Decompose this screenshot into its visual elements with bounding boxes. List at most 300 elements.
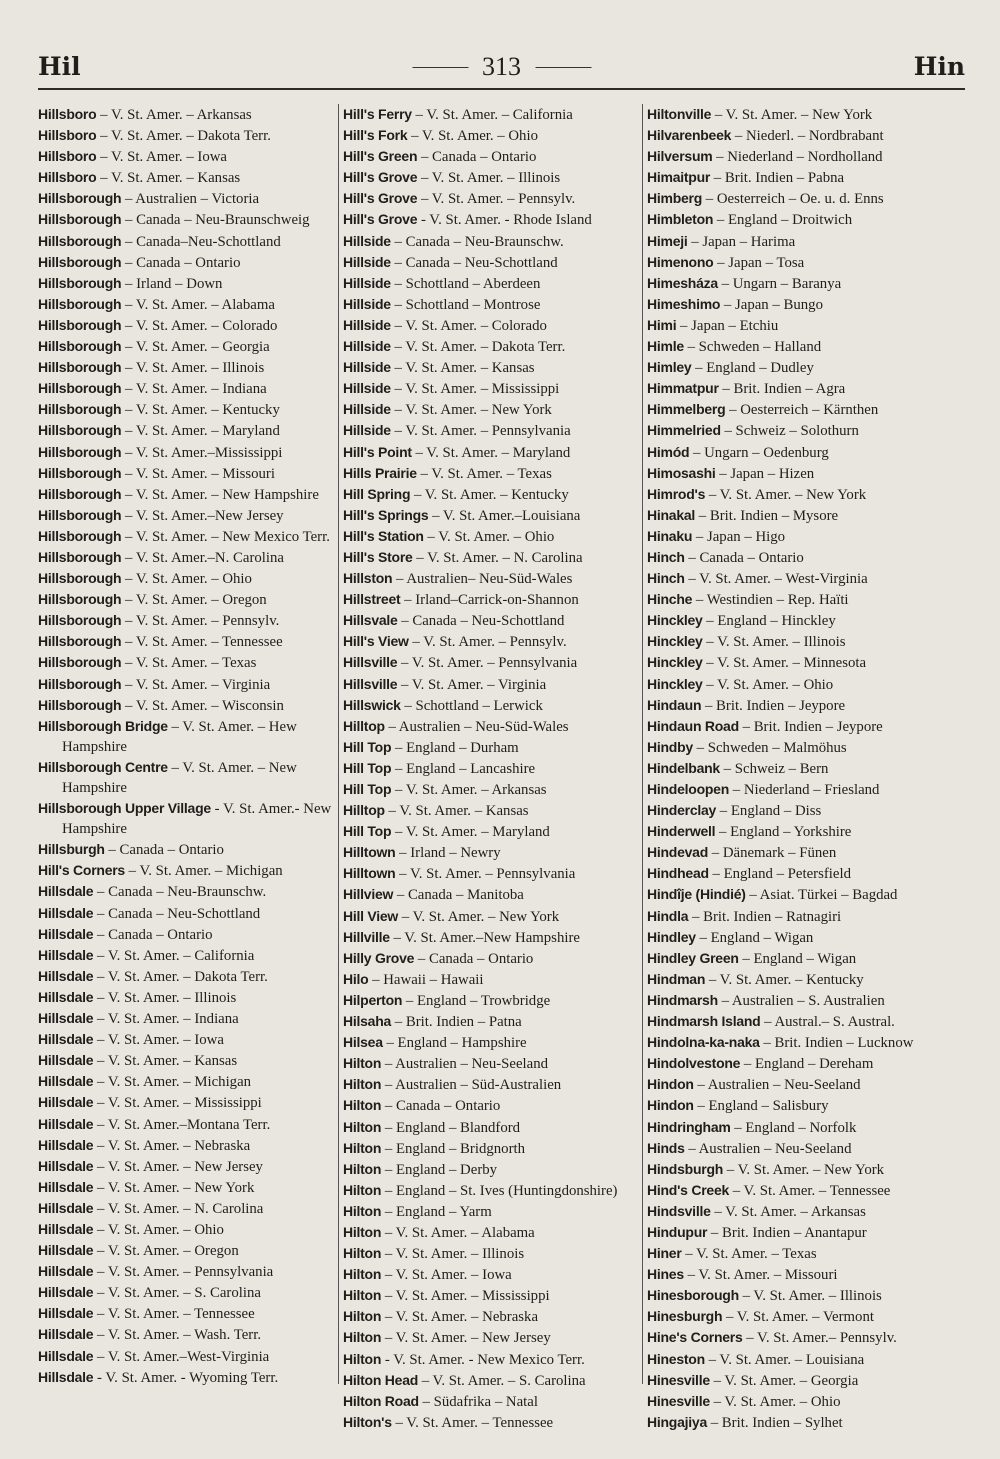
entry-location: – V. St. Amer. – Vermont xyxy=(722,1309,874,1326)
gazetteer-entry xyxy=(647,779,941,800)
entry-location: – Irland – Down xyxy=(121,275,223,292)
gazetteer-entry xyxy=(647,1412,941,1433)
entry-location: – England – Lancashire xyxy=(391,760,536,777)
entry-headword: Hindîje (Hindié) xyxy=(647,886,746,903)
gazetteer-entry xyxy=(38,1156,332,1177)
gazetteer-entry xyxy=(647,1138,941,1159)
gazetteer-entry xyxy=(647,568,941,589)
entry-location: – V. St. Amer. – Georgia xyxy=(709,1372,859,1389)
entry-headword: Hill's Station xyxy=(343,527,424,544)
entry-location: – Brit. Indien – Mysore xyxy=(695,507,839,524)
entry-location: – V. St. Amer. – Tennessee xyxy=(121,634,283,651)
entry-headword: Hillsborough xyxy=(38,295,122,312)
entry-location: – Japan – Harima xyxy=(687,233,796,250)
entry-headword: Hinaku xyxy=(647,527,693,544)
entry-location: – V. St. Amer. – Hew Hampshire xyxy=(62,718,297,755)
entry-location: – Canada – Neu-Braunschweig xyxy=(121,212,310,229)
entry-location: – V. St. Amer. – Kansas xyxy=(390,360,535,377)
gazetteer-entry xyxy=(38,125,332,146)
gazetteer-entry xyxy=(343,484,637,505)
entry-location: – Japan – Tosa xyxy=(713,254,805,271)
entry-headword: Hinche xyxy=(647,591,693,608)
entry-headword: Hillsborough xyxy=(38,527,122,544)
gazetteer-entry xyxy=(343,1412,637,1433)
entry-headword: Hilton xyxy=(343,1118,382,1135)
entry-location: – V. St. Amer. – Colorado xyxy=(121,317,278,334)
entry-headword: Himley xyxy=(647,359,692,376)
entry-headword: Hilton Road xyxy=(343,1392,419,1409)
entry-headword: Hilltown xyxy=(343,844,396,861)
entry-headword: Hillsdale xyxy=(38,1073,94,1090)
gazetteer-entry xyxy=(38,1029,332,1050)
entry-headword: Hillside xyxy=(343,316,391,333)
entry-headword: Hingajiya xyxy=(647,1413,707,1430)
gazetteer-entry xyxy=(38,674,332,695)
column-1 xyxy=(38,104,332,1388)
entry-location: – V. St. Amer.–Montana Terr. xyxy=(93,1116,271,1133)
entry-headword: Hilton xyxy=(343,1223,382,1240)
gazetteer-entry xyxy=(38,966,332,987)
gazetteer-entry xyxy=(38,505,332,526)
gazetteer-entry xyxy=(647,589,941,610)
entry-location: – V. St. Amer. – Indiana xyxy=(93,1011,239,1028)
gazetteer-entry xyxy=(343,273,637,294)
gazetteer-entry xyxy=(647,420,941,441)
entry-headword: Hillswick xyxy=(343,696,401,713)
gazetteer-entry xyxy=(647,610,941,631)
entry-location: – V. St. Amer. – Tennessee xyxy=(729,1182,891,1199)
gazetteer-entry xyxy=(343,463,637,484)
gazetteer-entry xyxy=(38,547,332,568)
entry-location: – V. St. Amer. – New York xyxy=(398,908,560,925)
entry-location: – V. St. Amer. – New York xyxy=(711,107,873,123)
entry-location: – Canada – Neu-Schottland xyxy=(93,905,261,922)
entry-headword: Hindhead xyxy=(647,865,709,882)
entry-location: – Brit. Indien – Anantapur xyxy=(707,1224,867,1241)
gazetteer-entry xyxy=(38,294,332,315)
entry-location: – V. St. Amer. – Kansas xyxy=(384,803,529,820)
entry-location: – Schweden – Malmöhus xyxy=(692,739,847,756)
gazetteer-entry xyxy=(38,252,332,273)
entry-headword: Hillsdale xyxy=(38,1220,94,1237)
entry-headword: Hillside xyxy=(343,274,391,291)
entry-headword: Hillsdale xyxy=(38,988,94,1005)
column-3 xyxy=(647,104,941,1433)
entry-location: - V. St. Amer.- New Hampshire xyxy=(62,801,332,838)
gazetteer-entry xyxy=(647,1117,941,1138)
entry-headword: Hindby xyxy=(647,738,693,755)
entry-location: – Japan – Higo xyxy=(692,528,786,545)
entry-location: – V. St. Amer. – West-Virginia xyxy=(684,571,868,588)
entry-headword: Hindley xyxy=(647,928,696,945)
entry-headword: Hinesville xyxy=(647,1371,710,1388)
gazetteer-entry xyxy=(343,505,637,526)
entry-location: – Brit. Indien – Agra xyxy=(718,381,846,398)
entry-headword: Hillsborough Bridge xyxy=(38,717,168,734)
entry-headword: Hillsborough Centre xyxy=(38,758,168,775)
entry-location: – V. St. Amer. – Indiana xyxy=(121,381,267,398)
entry-location: – V. St. Amer. – Illinois xyxy=(702,634,846,651)
entry-headword: Hilton xyxy=(343,1287,382,1304)
gazetteer-entry xyxy=(343,252,637,273)
gazetteer-entry xyxy=(647,1264,941,1285)
entry-location: – V. St. Amer. – Virginia xyxy=(397,676,547,693)
gazetteer-entry xyxy=(343,315,637,336)
gazetteer-entry xyxy=(647,505,941,526)
entry-location: – Australien – Neu-Seeland xyxy=(684,1140,852,1157)
gazetteer-entry xyxy=(647,1053,941,1074)
entry-headword: Hindevad xyxy=(647,844,709,861)
entry-location: - V. St. Amer. - Wyoming Terr. xyxy=(93,1369,279,1386)
entry-headword: Hillsdale xyxy=(38,1284,94,1301)
entry-headword: Hineston xyxy=(647,1350,705,1367)
entry-headword: Hillsborough xyxy=(38,548,122,565)
entry-headword: Hindmarsh Island xyxy=(647,1013,761,1030)
entry-headword: Hindon xyxy=(647,1097,694,1114)
entry-location: – V. St. Amer. – Mississippi xyxy=(390,381,560,398)
gazetteer-entry xyxy=(647,990,941,1011)
gazetteer-entry xyxy=(343,779,637,800)
gazetteer-entry xyxy=(647,948,941,969)
entry-location: – V. St. Amer. – Maryland xyxy=(391,824,550,841)
entry-location: – V. St. Amer.–New Jersey xyxy=(121,507,284,524)
gazetteer-entry xyxy=(647,315,941,336)
entry-headword: Hine's Corners xyxy=(647,1329,743,1346)
entry-location: – Australien – Neu-Seeland xyxy=(693,1077,861,1094)
entry-location: – V. St. Amer. – Maryland xyxy=(411,444,571,461)
entry-headword: Hilton xyxy=(343,1160,382,1177)
entry-location: – V. St. Amer. – Kentucky xyxy=(121,402,280,419)
entry-location: – V. St. Amer. – Illinois xyxy=(417,170,561,187)
gazetteer-entry xyxy=(343,1138,637,1159)
gazetteer-entry xyxy=(38,1282,332,1303)
gazetteer-entry xyxy=(343,568,637,589)
entry-headword: Hill Top xyxy=(343,823,392,840)
entry-headword: Hillsburgh xyxy=(38,841,105,858)
gazetteer-entry xyxy=(343,716,637,737)
entry-headword: Hillside xyxy=(343,295,391,312)
entry-headword: Hillsdale xyxy=(38,1094,94,1111)
entry-headword: Hilton Head xyxy=(343,1371,419,1388)
entry-location: – V. St. Amer. – Mississippi xyxy=(93,1095,262,1112)
entry-headword: Hillsdale xyxy=(38,1305,94,1322)
gazetteer-entry xyxy=(38,987,332,1008)
gazetteer-entry xyxy=(38,104,332,125)
entry-headword: Hillsborough xyxy=(38,316,122,333)
gazetteer-entry xyxy=(647,674,941,695)
entry-location: – V. St. Amer. – Virginia xyxy=(121,676,271,693)
entry-location: – Brit. Indien – Pabna xyxy=(710,170,845,187)
entry-headword: Hill's Green xyxy=(343,148,418,165)
entry-headword: Hilton xyxy=(343,1329,382,1346)
entry-location: – V. St. Amer. – S. Carolina xyxy=(418,1372,586,1389)
page-header xyxy=(38,52,965,82)
entry-headword: Hillsborough xyxy=(38,591,122,608)
entry-headword: Himmatpur xyxy=(647,380,719,397)
gazetteer-entry xyxy=(343,1264,637,1285)
entry-location: – V. St. Amer. – Louisiana xyxy=(704,1351,865,1368)
gazetteer-entry xyxy=(343,209,637,230)
gazetteer-entry xyxy=(343,167,637,188)
entry-headword: Hindupur xyxy=(647,1223,708,1240)
entry-headword: Hilltown xyxy=(343,865,396,882)
entry-headword: Himmelried xyxy=(647,422,721,439)
entry-headword: Hillsvale xyxy=(343,612,398,629)
gazetteer-entry xyxy=(647,927,941,948)
gazetteer-entry xyxy=(647,146,941,167)
gazetteer-entry xyxy=(647,1349,941,1370)
entry-location: – Schweden – Halland xyxy=(683,339,822,356)
entry-headword: Himbleton xyxy=(647,211,714,228)
entry-headword: Hilton xyxy=(343,1245,382,1262)
entry-headword: Hillsborough xyxy=(38,211,122,228)
entry-location: – Japan – Hizen xyxy=(715,465,815,482)
entry-headword: Hillside xyxy=(343,401,391,418)
gazetteer-entry xyxy=(38,1219,332,1240)
entry-headword: Hilton xyxy=(343,1202,382,1219)
entry-headword: Hindley Green xyxy=(647,949,739,966)
gazetteer-entry xyxy=(38,568,332,589)
entry-headword: Hindolna-ka-naka xyxy=(647,1034,760,1051)
entry-headword: Hinch xyxy=(647,548,685,565)
entry-headword: Hilltop xyxy=(343,717,385,734)
entry-location: – Australien – Süd-Australien xyxy=(381,1077,562,1094)
entry-headword: Hillsboro xyxy=(38,148,97,165)
gazetteer-entry xyxy=(343,526,637,547)
entry-headword: Hillside xyxy=(343,338,391,355)
entry-location: – V. St. Amer. – New York xyxy=(705,486,867,503)
gazetteer-entry xyxy=(343,1222,637,1243)
entry-headword: Hilton's xyxy=(343,1413,392,1430)
entry-location: – V. St. Amer. – Oregon xyxy=(93,1243,239,1260)
gazetteer-entry xyxy=(647,1306,941,1327)
entry-location: – V. St. Amer. – Kansas xyxy=(96,170,241,187)
entry-headword: Hindelbank xyxy=(647,759,720,776)
entry-headword: Hill Top xyxy=(343,738,392,755)
entry-headword: Hillsdale xyxy=(38,1347,94,1364)
gazetteer-entry xyxy=(343,758,637,779)
gazetteer-entry xyxy=(38,1367,332,1388)
entry-location: – Brit. Indien – Jeypore xyxy=(701,697,846,714)
entry-location: – Canada – Ontario xyxy=(414,950,534,967)
gazetteer-entry xyxy=(343,1391,637,1412)
entry-location: – Hawaii – Hawaii xyxy=(368,971,484,988)
gazetteer-entry xyxy=(647,484,941,505)
entry-location: – Irland – Newry xyxy=(395,845,501,862)
gazetteer-entry xyxy=(343,884,637,905)
gazetteer-entry xyxy=(38,167,332,188)
gazetteer-entry xyxy=(343,336,637,357)
gazetteer-entry xyxy=(38,610,332,631)
gazetteer-entry xyxy=(38,1240,332,1261)
entry-headword: Himeji xyxy=(647,232,688,249)
entry-location: – V. St. Amer. – Kentucky xyxy=(705,971,864,988)
entry-headword: Hillsdale xyxy=(38,1052,94,1069)
entry-headword: Hillsborough xyxy=(38,654,122,671)
entry-headword: Hillsborough xyxy=(38,232,122,249)
entry-location: – V. St. Amer. – California xyxy=(411,107,573,123)
entry-location: – V. St. Amer. – California xyxy=(93,947,255,964)
entry-headword: Hillsboro xyxy=(38,106,97,122)
gazetteer-entry xyxy=(647,842,941,863)
entry-location: – England – Wigan xyxy=(738,950,857,967)
entry-location: – V. St. Amer. – Pennsylvania xyxy=(93,1264,274,1281)
entry-location: – V. St. Amer. – Iowa xyxy=(96,149,227,166)
entry-headword: Hillsdale xyxy=(38,883,94,900)
entry-headword: Hillsborough xyxy=(38,696,122,713)
gazetteer-entry xyxy=(38,1324,332,1345)
gazetteer-entry xyxy=(38,1092,332,1113)
entry-headword: Hillside xyxy=(343,253,391,270)
gazetteer-entry xyxy=(647,273,941,294)
gazetteer-entry xyxy=(38,945,332,966)
entry-headword: Hillsborough xyxy=(38,443,122,460)
entry-headword: Himrod's xyxy=(647,485,706,502)
gazetteer-entry xyxy=(647,336,941,357)
gazetteer-entry xyxy=(343,1053,637,1074)
entry-headword: Hindsburgh xyxy=(647,1160,724,1177)
entry-location: – V. St. Amer. – Pennsylv. xyxy=(417,191,576,208)
gazetteer-entry xyxy=(343,652,637,673)
entry-headword: Himi xyxy=(647,316,677,333)
entry-headword: Hilo xyxy=(343,970,369,987)
entry-location: – England – St. Ives (Huntingdonshire) xyxy=(381,1182,618,1199)
gazetteer-entry xyxy=(343,906,637,927)
entry-location: – V. St. Amer.–Mississippi xyxy=(121,444,283,461)
entry-location: – Canada – Neu-Braunschw. xyxy=(93,884,267,901)
entry-headword: Hill Top xyxy=(343,781,392,797)
gazetteer-entry xyxy=(38,1050,332,1071)
gazetteer-entry xyxy=(343,1285,637,1306)
entry-headword: Himberg xyxy=(647,190,703,207)
gazetteer-entry xyxy=(647,1327,941,1348)
entry-location: – V. St. Amer. – Oregon xyxy=(121,592,267,609)
entry-location: – Canada – Manitoba xyxy=(393,887,524,904)
gazetteer-entry xyxy=(647,758,941,779)
entry-headword: Hindringham xyxy=(647,1118,731,1135)
entry-location: – Canada – Ontario xyxy=(104,842,224,859)
gazetteer-entry xyxy=(38,1346,332,1367)
gazetteer-entry xyxy=(343,442,637,463)
entry-location: – Niederland – Friesland xyxy=(729,782,880,798)
right-dash xyxy=(535,67,591,68)
gazetteer-entry xyxy=(343,399,637,420)
entry-headword: Hilltop xyxy=(343,802,385,819)
entry-location: – England – Petersfield xyxy=(708,866,851,883)
entry-headword: Hill's Springs xyxy=(343,506,429,523)
entry-location: – V. St. Amer. – New Jersey xyxy=(381,1330,551,1347)
entry-headword: Hillsdale xyxy=(38,925,94,942)
gazetteer-entry xyxy=(647,188,941,209)
entry-location: – Brit. Indien – Ratnagiri xyxy=(688,908,842,925)
entry-location: – V. St. Amer. – Iowa xyxy=(381,1267,512,1284)
entry-location: – V. St. Amer. – New Jersey xyxy=(93,1158,263,1175)
entry-location: – England – Dereham xyxy=(740,1056,874,1073)
entry-location: – England – Bridgnorth xyxy=(381,1140,525,1157)
entry-location: – V. St. Amer. – Pennsylvania xyxy=(390,423,571,440)
entry-location: – V. St. Amer.–West-Virginia xyxy=(93,1348,270,1365)
gazetteer-entry xyxy=(647,631,941,652)
gazetteer-entry xyxy=(647,104,941,125)
entry-headword: Hillsborough xyxy=(38,380,122,397)
entry-location: – V. St. Amer. – Maryland xyxy=(121,423,280,440)
gazetteer-entry xyxy=(343,821,637,842)
gazetteer-entry xyxy=(647,357,941,378)
gazetteer-entry xyxy=(38,1071,332,1092)
gazetteer-entry xyxy=(38,798,332,839)
gazetteer-entry xyxy=(647,167,941,188)
gazetteer-entry xyxy=(343,1032,637,1053)
gazetteer-entry xyxy=(38,442,332,463)
entry-location: – Brit. Indien – Jeypore xyxy=(738,718,883,735)
gazetteer-entry xyxy=(38,188,332,209)
entry-location: – V. St. Amer. – Kentucky xyxy=(410,486,569,503)
entry-location: – V. St. Amer. – N. Carolina xyxy=(93,1200,264,1217)
gazetteer-entry xyxy=(647,526,941,547)
gazetteer-entry xyxy=(647,294,941,315)
entry-location: – V. St. Amer. – Illinois xyxy=(93,989,237,1006)
entry-headword: Hillsdale xyxy=(38,1031,94,1048)
entry-headword: Himmelberg xyxy=(647,401,726,418)
entry-location: - V. St. Amer. - Rhode Island xyxy=(417,212,592,229)
entry-location: – V. St. Amer. – Missouri xyxy=(683,1267,838,1284)
entry-location: – England – Salisbury xyxy=(693,1098,829,1115)
entry-headword: Himód xyxy=(647,443,690,460)
gazetteer-entry xyxy=(343,948,637,969)
entry-headword: Hill's Grove xyxy=(343,169,418,186)
page-number: 313 xyxy=(482,52,521,81)
gazetteer-entry xyxy=(343,125,637,146)
gazetteer-entry xyxy=(343,737,637,758)
gazetteer-entry xyxy=(38,484,332,505)
entry-location: – V. St. Amer. – New Hampshire xyxy=(62,759,297,796)
entry-headword: Hillsborough xyxy=(38,633,122,650)
entry-headword: Hillsborough xyxy=(38,464,122,481)
gazetteer-entry xyxy=(647,378,941,399)
entry-headword: Hilton xyxy=(343,1350,382,1367)
gazetteer-entry xyxy=(38,589,332,610)
gazetteer-entry xyxy=(647,1243,941,1264)
gazetteer-entry xyxy=(38,881,332,902)
entry-location: – V. St. Amer. – N. Carolina xyxy=(412,549,583,566)
entry-headword: Himeshimo xyxy=(647,295,721,312)
gazetteer-entry xyxy=(647,125,941,146)
entry-location: – V. St. Amer. – Kansas xyxy=(93,1053,238,1070)
entry-location: – V. St. Amer. – Dakota Terr. xyxy=(390,339,566,356)
gazetteer-entry xyxy=(647,1011,941,1032)
entry-location: – England – Blandford xyxy=(381,1119,521,1136)
entry-headword: Hinesborough xyxy=(647,1287,739,1304)
gazetteer-entry xyxy=(38,378,332,399)
entry-headword: Himenono xyxy=(647,253,714,270)
gazetteer-entry xyxy=(38,924,332,945)
entry-headword: Hinch xyxy=(647,570,685,587)
entry-location: – Canada – Ontario xyxy=(121,254,241,271)
entry-headword: Hillville xyxy=(343,928,390,945)
entry-headword: Hillsborough xyxy=(38,338,122,355)
entry-location: – V. St. Amer. – Wisconsin xyxy=(121,697,284,714)
gazetteer-entry xyxy=(343,1201,637,1222)
gazetteer-entry xyxy=(647,1032,941,1053)
gazetteer-entry xyxy=(343,800,637,821)
entry-location: – Asiat. Türkei – Bagdad xyxy=(745,887,898,904)
entry-location: – Australien – Neu-Süd-Wales xyxy=(384,718,569,735)
entry-headword: Hill Top xyxy=(343,759,392,776)
gazetteer-entry xyxy=(343,231,637,252)
entry-headword: Hill's Ferry xyxy=(343,106,412,122)
entry-location: – V. St. Amer. – Wash. Terr. xyxy=(93,1327,262,1344)
entry-headword: Hillside xyxy=(343,232,391,249)
